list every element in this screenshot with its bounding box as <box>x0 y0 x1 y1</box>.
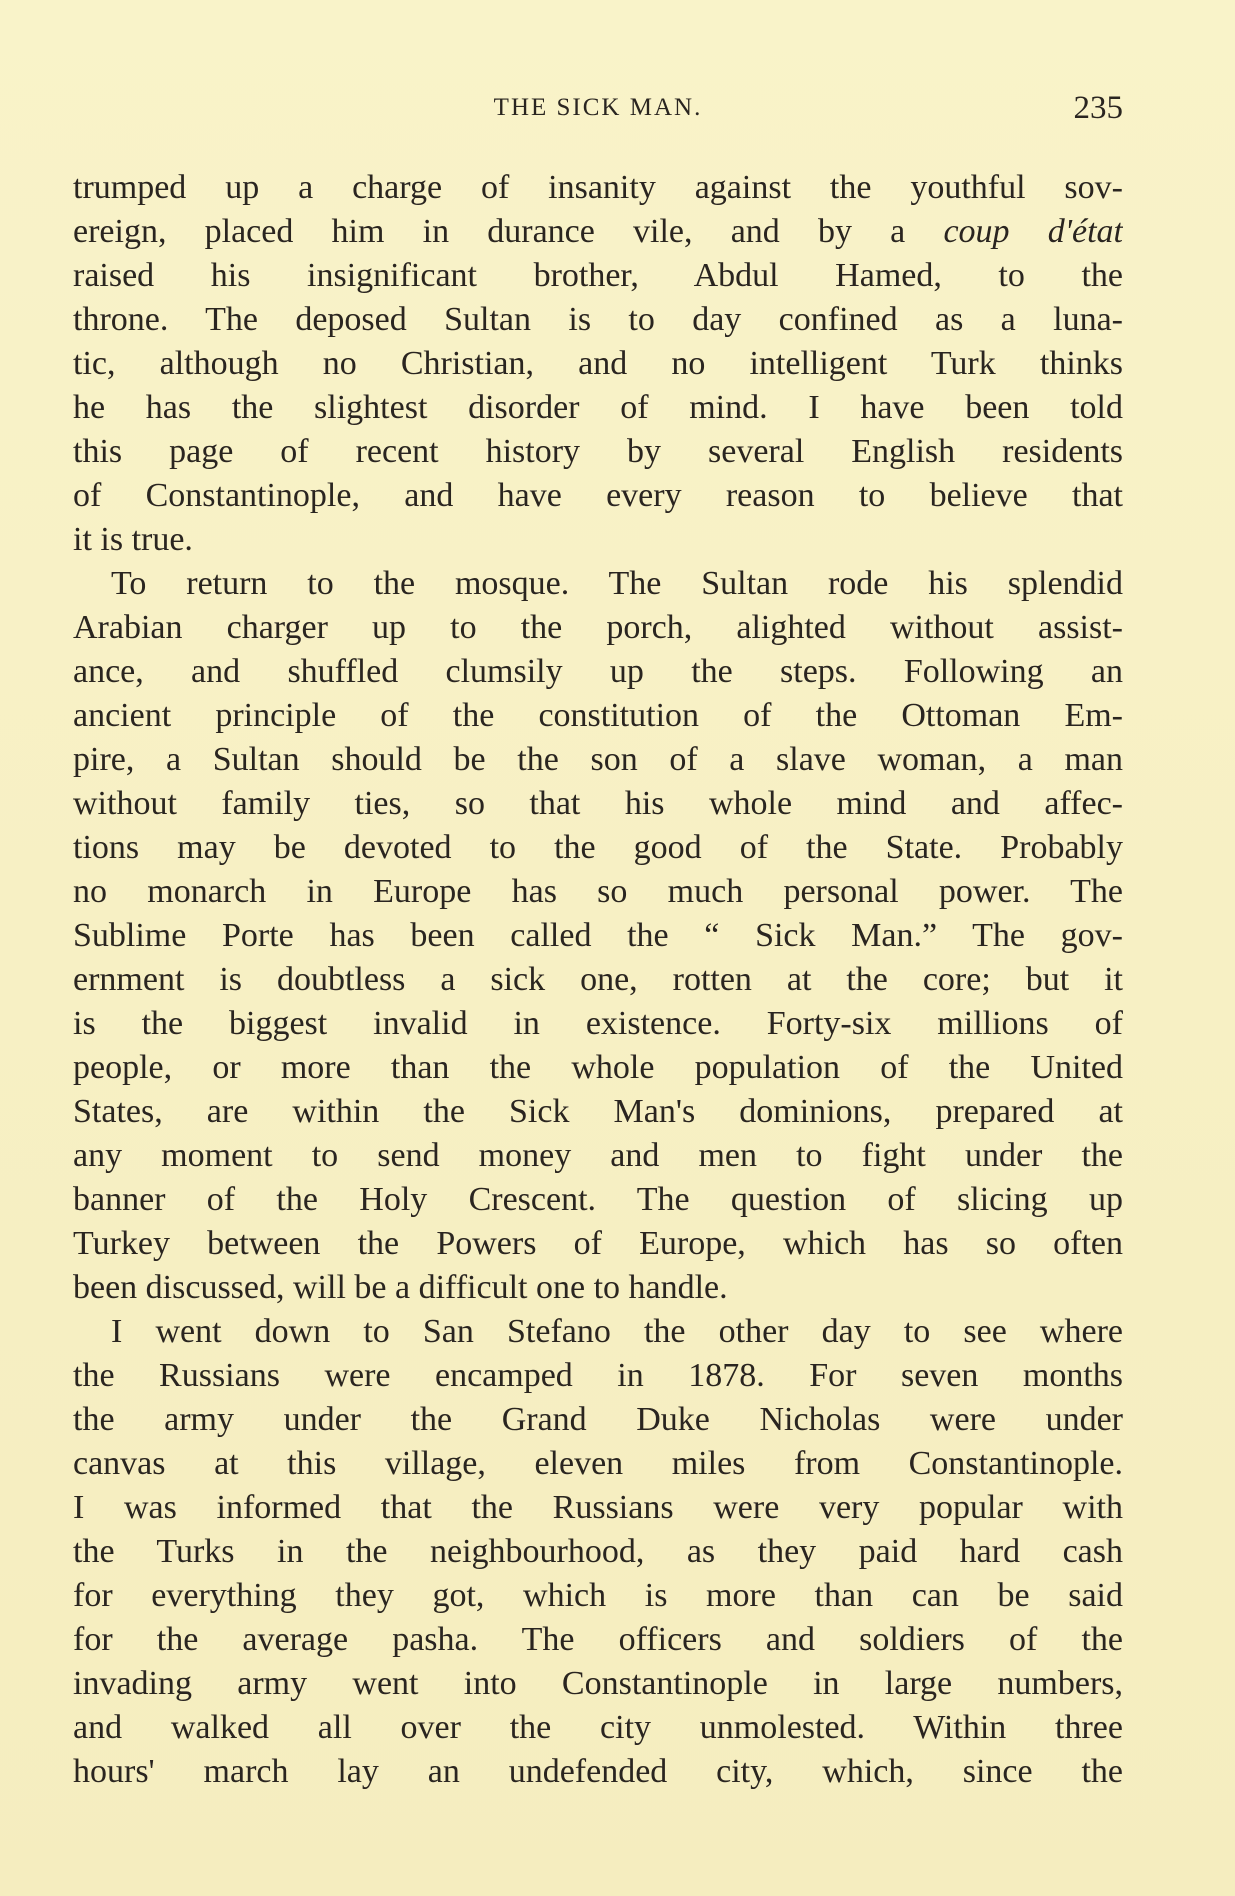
text-line: hours' march lay an undefended city, which, since the <box>73 1753 1123 1790</box>
text-line: no monarch in Europe has so much personal power. The <box>73 873 1123 910</box>
text-line: is the biggest invalid in existence. Forty-six millions of <box>73 1005 1123 1042</box>
text-line: throne. The deposed Sultan is to day confined as a luna- <box>73 301 1123 338</box>
text-line: canvas at this village, eleven miles from Constantinople. <box>73 1445 1123 1482</box>
text-line: the Russians were encamped in 1878. For seven months <box>73 1357 1123 1394</box>
text-line: ancient principle of the constitution of the Ottoman Em- <box>73 697 1123 734</box>
text-line: I went down to San Stefano the other day to see where <box>111 1313 1123 1350</box>
text-line: he has the slightest disorder of mind. I have been told <box>73 389 1123 426</box>
italic-phrase: coup d'état <box>943 213 1123 250</box>
text-line: tic, although no Christian, and no intelligent Turk thinks <box>73 345 1123 382</box>
text-line: pire, a Sultan should be the son of a slave woman, a man <box>73 741 1123 778</box>
text-line: people, or more than the whole population of the United <box>73 1049 1123 1086</box>
text-line: the Turks in the neighbourhood, as they paid hard cash <box>73 1533 1123 1570</box>
text-line: and walked all over the city unmolested. Within three <box>73 1709 1123 1746</box>
text-line: it is true. <box>73 521 193 558</box>
running-head <box>73 88 1123 128</box>
text-line: this page of recent history by several English residents <box>73 433 1123 470</box>
text-line: Turkey between the Powers of Europe, which has so often <box>73 1225 1123 1262</box>
text-line: been discussed, will be a difficult one to handle. <box>73 1269 728 1306</box>
text-line: ernment is doubtless a sick one, rotten at the core; but it <box>73 961 1123 998</box>
text-line: without family ties, so that his whole mind and affec- <box>73 785 1123 822</box>
text-line: Arabian charger up to the porch, alighted without assist- <box>73 609 1123 646</box>
text-line: raised his insignificant brother, Abdul Hamed, to the <box>73 257 1123 294</box>
body-text <box>73 166 1123 1794</box>
text-line: for everything they got, which is more than can be said <box>73 1577 1123 1614</box>
running-title: THE SICK MAN. <box>493 94 703 121</box>
text-line: for the average pasha. The officers and soldiers of the <box>73 1621 1123 1658</box>
text-line: ereign, placed him in durance vile, and by a coup d'état <box>73 213 1123 250</box>
text-line: the army under the Grand Duke Nicholas were under <box>73 1401 1123 1438</box>
page-number: 235 <box>1073 90 1123 126</box>
text-line: trumped up a charge of insanity against the youthful sov- <box>73 169 1123 206</box>
text-line: Sublime Porte has been called the “ Sick Man.” The gov- <box>73 917 1123 954</box>
text-line: To return to the mosque. The Sultan rode his splendid <box>111 565 1123 602</box>
text-line: tions may be devoted to the good of the State. Probably <box>73 829 1123 866</box>
text-line: of Constantinople, and have every reason to believe that <box>73 477 1123 514</box>
text-line: invading army went into Constantinople in large numbers, <box>73 1665 1123 1702</box>
text-line: any moment to send money and men to fight under the <box>73 1137 1123 1174</box>
text-line: States, are within the Sick Man's dominions, prepared at <box>73 1093 1123 1130</box>
text-line: ance, and shuffled clumsily up the steps. Following an <box>73 653 1123 690</box>
text-line: I was informed that the Russians were very popular with <box>73 1489 1123 1526</box>
text-line: banner of the Holy Crescent. The question of slicing up <box>73 1181 1123 1218</box>
